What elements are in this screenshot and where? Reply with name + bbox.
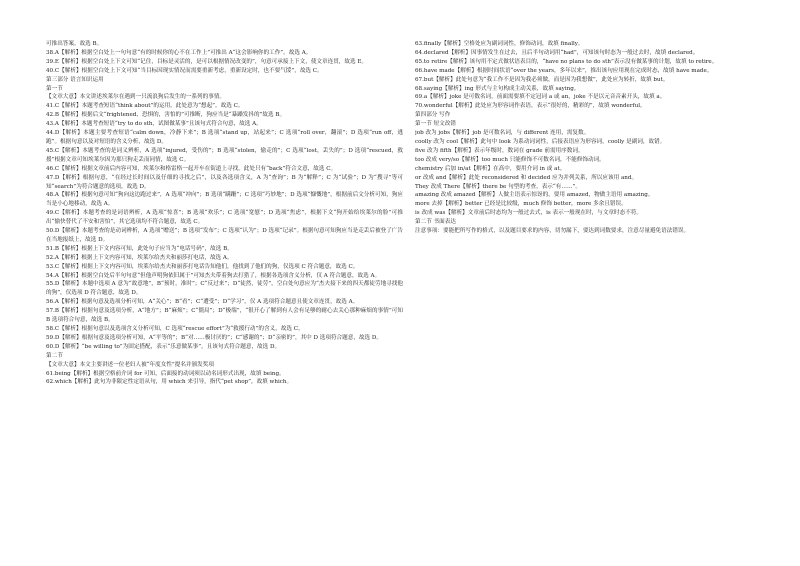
text-line: 50.D【解析】本题考查的是动词辨析，A 选项“赠送”；B 选项“发布”；C 选项“认为”；D 选项“记录”。根据句意可知狗应当是走丢后被登了广告在当地报纸上，故选 D。 <box>46 228 403 243</box>
text-line: five 改为 fifth【解析】表示年级时，数词在 grade 前需用序数词。 <box>415 147 584 154</box>
text-line: 44.D【解析】本题主要考查短语“calm down，冷静下来”；B 选项“stand up，站起来”；C 选项“roll over，翻滚”；D 选项“run off，逃跑”。根据句意以及对短语的含义分析，故选 D。 <box>46 130 403 145</box>
text-line: 49.C【解析】本题考查的是词语辨析，A 选项“惊喜”；B 选项“欢乐”；C 选项“宽慰”；D 选项“焦虑”，根据下文“狗开始给埃莱尔的脸”可推出“愉快替代了不安和害怕”，其它选项均不符合题意，故选 C。 <box>46 210 403 226</box>
text-line: 第二节 书面表达 <box>415 219 456 226</box>
text-line: They 改成 There【解析】there be 句型的考查，表示“有……”。 <box>415 183 581 190</box>
text-line: coolly 改为 cool【解析】此句中 look 为系动词词性，后接表语应为形容词，coolly 是副词，故错。 <box>415 138 666 145</box>
text-line: 52.A【解析】根据上下文内容可知，埃莱尔给杰夫和丽莎打电话，故选 A。 <box>46 254 233 261</box>
text-line: 63.finally【解析】空格处应为副词词性，修饰动词，故填 finally。 <box>415 41 584 47</box>
text-line: 66.have made【解析】根据时间状语“over the years，多年以来”，推出该句应用现在完成时态，故填 have made。 <box>415 67 713 74</box>
text-line: 【文章大意】本文讲述埃莱尔在遇到一只流浪狗后发生的一系列的事情。 <box>46 94 226 101</box>
text-line: 56.A【解析】根据句意及选项分析可知，A“关心”；B“看”；C“遭受”；D“学习”，仅 A 选项符合题意且使文章连贯，故选 A。 <box>46 299 359 306</box>
text-line: is 改成 was【解析】文章前后时态均为一般过去式，is 表示一般现在时，与文章时态不符。 <box>415 210 643 217</box>
text-line: 47.D【解析】根据句意，“在经过长时间以及仔细的寻找之后”，以及各选项含义，A 为“查询”；B 为“解释”；C 为“试验”；D 为“搜寻”等可知“search”为符合题意的选项，故选 D。 <box>46 174 403 190</box>
text-line: 45.C【解析】本题考查的是词义辨析，A 选项“injured，受伤的”；B 选项“stolen，偷走的”；C 选项“lost，丢失的”；D 选项“rescued，救援”根据文章可知埃莱尔因为那只狗走丢而同情，故选 C。 <box>46 147 403 163</box>
text-line: amazing 改成 amazed【解析】人做主语表示惊讶的，要用 amazed，物做主语用 amazing。 <box>415 192 654 199</box>
text-line: 48.A【解析】根据句意可知“狗向这边跑过来”，A 选项“冲向”；B 选项“蹒跚”；C 选项“巧妙地”；D 选项“慷慨地”，根据前后文分析可知，狗应当是小心地移动，故选 A。 <box>46 192 403 208</box>
text-line: 70.wonderful【解析】此处应为形容词作表语，表示“很好的，精彩的”，故填 wonderful。 <box>415 103 646 110</box>
text-line: 54.A【解析】根据空白处后半句句意“但他声明狗依旧属于”可知杰夫带着狗去打猎了，根据各选项含义分析，仅 A 符合题意，故选 A。 <box>46 272 381 279</box>
text-line: 42.B【解析】根据后文“frightened、恐惧的，害怕的”可推断，狗应当是“暴躁发抖的”故选 B。 <box>46 112 286 119</box>
left-column <box>46 40 403 546</box>
text-line: 59.D【解析】根据句意及选项分析可知，A“平等的”；B“对……极讨厌的”；C“感谢的”；D“亲密的”，其中 D 选项符合题意，故选 D。 <box>46 334 382 341</box>
text-line: 62.which【解析】此句为非限定性定语从句，用 which 来引导，指代“pet shop”，故填 which。 <box>46 379 293 386</box>
text-line: 第一节 短文改错 <box>415 121 456 128</box>
text-line: 第一节 <box>46 85 63 92</box>
text-line: 64.declared【解析】因事情发生在过去，且后半句动词用“had”，可知该句时态为一般过去时，故填 declared。 <box>415 49 699 56</box>
text-line: 41.C【解析】本题考查短语“think about”的运用，此处意为“想起”。故选 C。 <box>46 103 244 110</box>
text-line: 38.A【解析】根据空白处上一句句意“有的时候你的心不在工作上”可推出 A“这会影响你的工作”。故选 A。 <box>46 49 312 56</box>
text-line: 第三部分 语言知识运用 <box>46 76 104 83</box>
text-line: 【文章大意】本文主要讲述一位老妇人被“年度女性”提名并颁发奖项 <box>46 361 214 368</box>
text-line: 68.saying【解析】ing 形式与主句构成主动关系，故填 saying。 <box>415 85 580 92</box>
text-line: chemistry 后加 in/at【解析】在高中，要用介词 in 或 at。 <box>415 165 566 172</box>
text-line: 60.D【解析】“be willing to”为固定搭配，表示“乐意做某事”，且该句式符合题意，故选 D。 <box>46 343 281 350</box>
text-line: 51.B【解析】根据上下文内容可知，此处句子应当为“电话号码”，故选 B。 <box>46 245 233 252</box>
text-line: 67.but【解析】此处句意为“我工作不是因为我必须做，而是因为我想做”，此处应为转折，故填 but。 <box>415 76 669 83</box>
text-line: 61.being【解析】根据空格前介词 for 可知，后面接的动词须以动名词形式出现，故填 being。 <box>46 370 285 377</box>
text-line: job 改为 jobs【解析】job 是可数名词，与 different 连用，需复数。 <box>415 130 590 137</box>
text-line: 46.C【解析】根据文章前后内容可知，埃莱尔和格雷格一起开车在街道上寻找，此处只有“back”符合文意，故选 C。 <box>46 165 337 172</box>
text-line: too 改成 very/so【解析】too much 只能修饰不可数名词，不能修饰动词。 <box>415 156 605 163</box>
text-line: 43.A【解析】本题考查短语“try to do sth，试图做某事”且该句式符合句意，故选 A。 <box>46 121 262 128</box>
text-line: 注意事项：要能把所写作的格式，以及题目要求的内容，切勿漏下，要达到词数要求，注意尽量避免语法错误。 <box>415 228 690 235</box>
text-line: 57.B【解析】根据句意及选项分析，A“地方”；B“麻烦”；C“僵局”；D“极端”，“很开心了解到有人会有足够的耐心去关心那种麻烦的事情”可知 B 选项符合句意，故选 B。 <box>46 308 403 324</box>
text-line: 65.to retire【解析】该句用不定式做状语表目的，“have no plans to do sth”表示没有做某事的计划，故填 to retire。 <box>415 58 718 65</box>
text-line: more 去掉【解析】better 已经是比较级，much 修饰 better，more 多余且错误。 <box>415 201 627 208</box>
text-line: 58.C【解析】根据句意以及选项含义分析可知，C 选项“rescue effort”为“救援行动”的含义，故选 C。 <box>46 326 304 332</box>
right-column <box>415 40 772 546</box>
text-line: 39.E【解析】根据空白处上下文可知“记住，目标是灵活的，是可以根据情况改变的”，句意可承接上下文，使文章连贯，故选 E。 <box>46 58 368 65</box>
text-line: 40.C【解析】根据空白处上下文可知“当目标因现实情况而需要重新考虑，重新设定时，也不要气馁”，故选 C。 <box>46 67 323 74</box>
text-line: 55.D【解析】本题中选项 A 意为“故意地”，B“预时，准时”；C“反过来”；D“徒然，徒劳”，空白处句意应为“杰夫接下来的四天都徒劳地寻找他的狗”，仅选项 D 符合题意，故选 D。 <box>46 281 403 297</box>
text-line: 69.a【解析】joke 是可数名词，前面需要填不定冠词 a 或 an，joke 不是以元音音素开头，故填 a。 <box>415 94 666 101</box>
text-line: or 改成 and【解析】此处 reconsidered 和 decided 应为并列关系，所以应该用 and。 <box>415 174 638 181</box>
text-line: 第二节 <box>46 352 63 359</box>
text-line: 可推出答案。故选 B。 <box>46 41 103 47</box>
text-line: 53.C【解析】根据上下文内容可知，埃莱尔给杰夫和丽莎打电话告知他们，他找到了他们的狗，仅选项 C 符合题意，故选 C。 <box>46 263 359 270</box>
text-line: 第四部分 写作 <box>415 112 451 119</box>
